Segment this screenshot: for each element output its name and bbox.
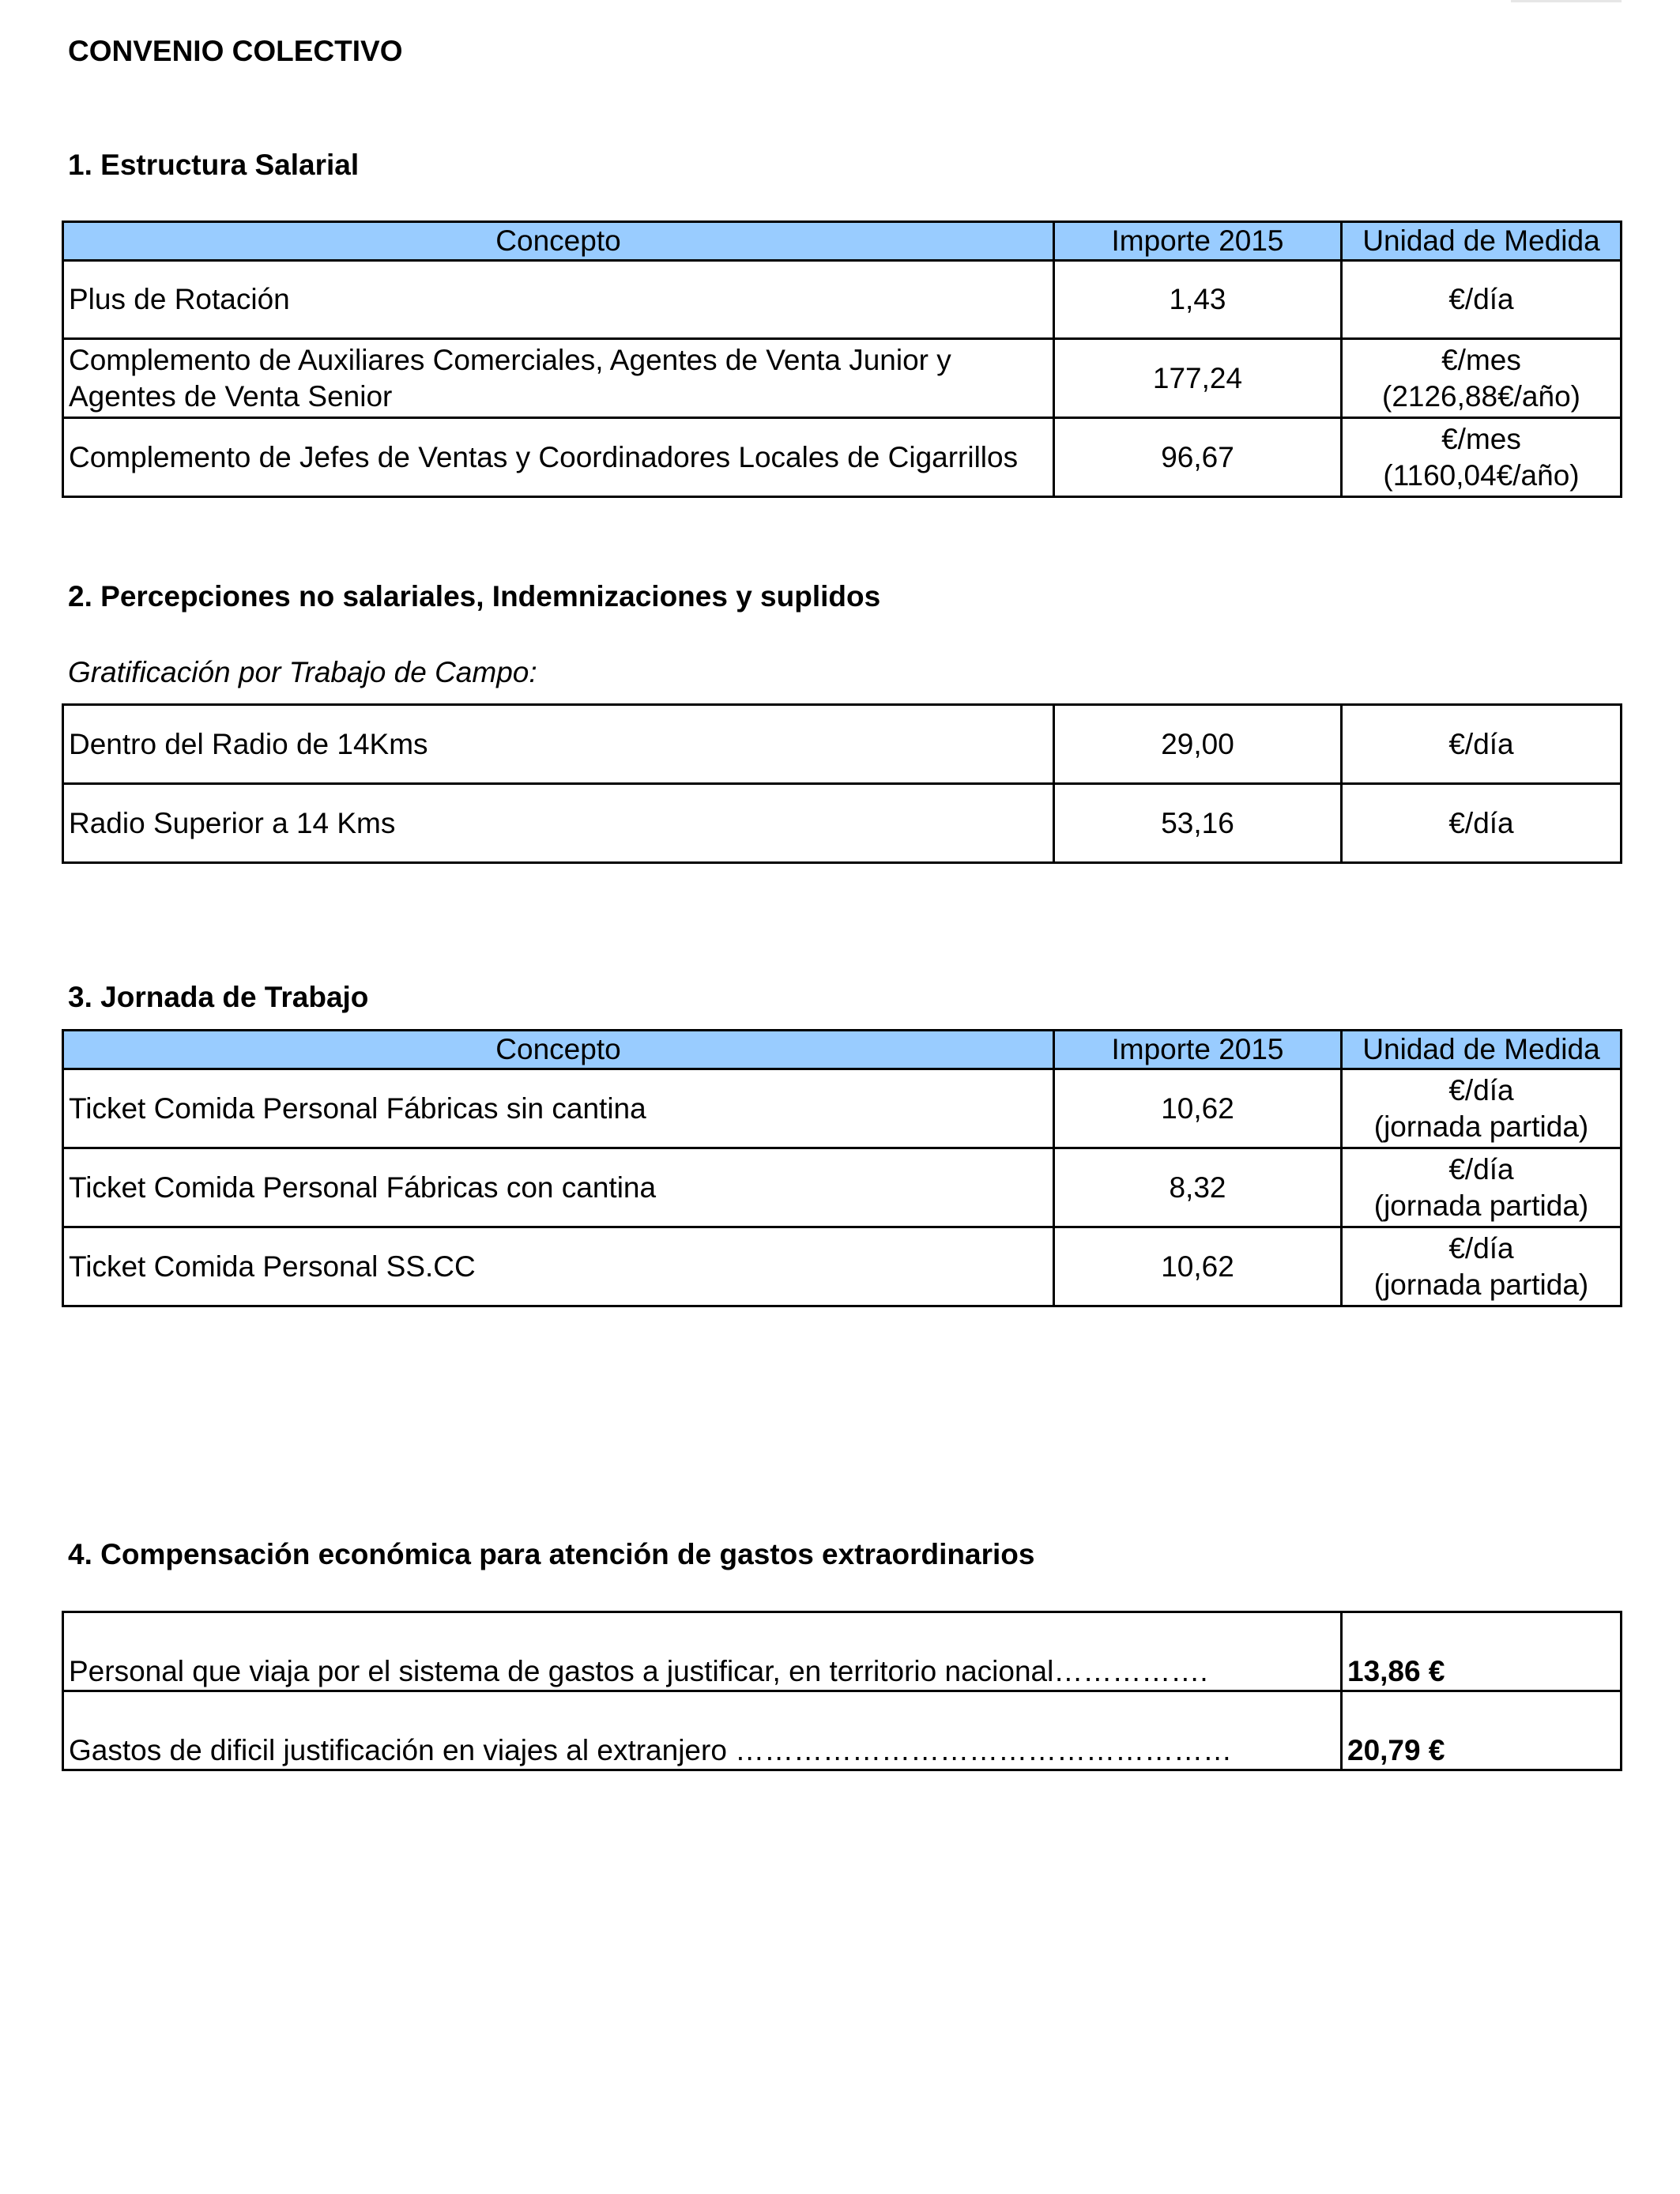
cell-concepto: Ticket Comida Personal SS.CC <box>63 1227 1054 1306</box>
cell-concepto: Ticket Comida Personal Fábricas con cantina <box>63 1148 1054 1227</box>
table-row <box>63 1612 1622 1691</box>
page-edge-mark <box>1511 0 1622 2</box>
table-row <box>63 261 1622 339</box>
cell-concepto: Gastos de dificil justificación en viajes al extranjero …………………………………………… <box>63 1691 1342 1770</box>
cell-unidad <box>1342 339 1622 418</box>
unit-main: €/día <box>1448 1152 1514 1186</box>
header-unidad: Unidad de Medida <box>1342 222 1622 261</box>
unit-main: €/día <box>1448 1073 1514 1106</box>
cell-importe: 8,32 <box>1054 1148 1342 1227</box>
working-day-table <box>62 1029 1622 1307</box>
header-importe: Importe 2015 <box>1054 1031 1342 1069</box>
unit-main: €/mes <box>1441 422 1521 455</box>
unit-main: €/mes <box>1441 343 1521 376</box>
section-1-heading: 1. Estructura Salarial <box>68 149 360 181</box>
header-importe: Importe 2015 <box>1054 222 1342 261</box>
cell-concepto: Complemento de Auxiliares Comerciales, Agentes de Venta Junior y Agentes de Venta Senior <box>63 339 1054 418</box>
section-4-heading: 4. Compensación económica para atención de gastos extraordinarios <box>68 1538 1035 1570</box>
cell-importe: 96,67 <box>1054 418 1342 497</box>
cell-unidad <box>1342 1227 1622 1306</box>
table-row <box>63 784 1622 863</box>
section-3-heading: 3. Jornada de Trabajo <box>68 981 369 1013</box>
cell-concepto: Ticket Comida Personal Fábricas sin cantina <box>63 1069 1054 1148</box>
cell-unidad <box>1342 418 1622 497</box>
unit-main: €/día <box>1448 1231 1514 1265</box>
unit-note: (jornada partida) <box>1373 1189 1589 1222</box>
table-row <box>63 705 1622 784</box>
field-work-table <box>62 703 1622 864</box>
cell-importe: 10,62 <box>1054 1227 1342 1306</box>
cell-concepto: Complemento de Jefes de Ventas y Coordinadores Locales de Cigarrillos <box>63 418 1054 497</box>
cell-importe: 29,00 <box>1054 705 1342 784</box>
table-row <box>63 1148 1622 1227</box>
document-title: CONVENIO COLECTIVO <box>68 35 403 67</box>
table-row <box>63 1069 1622 1148</box>
cell-importe: 20,79 € <box>1342 1691 1622 1770</box>
table-header-row <box>63 222 1622 261</box>
cell-concepto: Radio Superior a 14 Kms <box>63 784 1054 863</box>
unit-annual: (1160,04€/año) <box>1383 458 1580 492</box>
salary-structure-table <box>62 221 1622 498</box>
unit-note: (jornada partida) <box>1373 1268 1589 1301</box>
cell-unidad: €/día <box>1342 705 1622 784</box>
extraordinary-expenses-table <box>62 1611 1622 1771</box>
table-row <box>63 339 1622 418</box>
cell-importe: 53,16 <box>1054 784 1342 863</box>
cell-unidad <box>1342 1148 1622 1227</box>
unit-note: (jornada partida) <box>1373 1110 1589 1143</box>
section-2-heading: 2. Percepciones no salariales, Indemnizaciones y suplidos <box>68 580 881 613</box>
cell-unidad: €/día <box>1342 784 1622 863</box>
cell-importe: 13,86 € <box>1342 1612 1622 1691</box>
cell-importe: 1,43 <box>1054 261 1342 339</box>
section-2-subheading: Gratificación por Trabajo de Campo: <box>68 656 537 688</box>
cell-concepto: Personal que viaja por el sistema de gastos a justificar, en territorio nacional……………. <box>63 1612 1342 1691</box>
table-row <box>63 1691 1622 1770</box>
table-row <box>63 418 1622 497</box>
header-unidad: Unidad de Medida <box>1342 1031 1622 1069</box>
cell-unidad: €/día <box>1342 261 1622 339</box>
header-concepto: Concepto <box>63 1031 1054 1069</box>
cell-concepto: Plus de Rotación <box>63 261 1054 339</box>
table-header-row <box>63 1031 1622 1069</box>
cell-importe: 177,24 <box>1054 339 1342 418</box>
table-row <box>63 1227 1622 1306</box>
unit-annual: (2126,88€/año) <box>1382 379 1580 413</box>
header-concepto: Concepto <box>63 222 1054 261</box>
cell-concepto: Dentro del Radio de 14Kms <box>63 705 1054 784</box>
cell-unidad <box>1342 1069 1622 1148</box>
cell-importe: 10,62 <box>1054 1069 1342 1148</box>
